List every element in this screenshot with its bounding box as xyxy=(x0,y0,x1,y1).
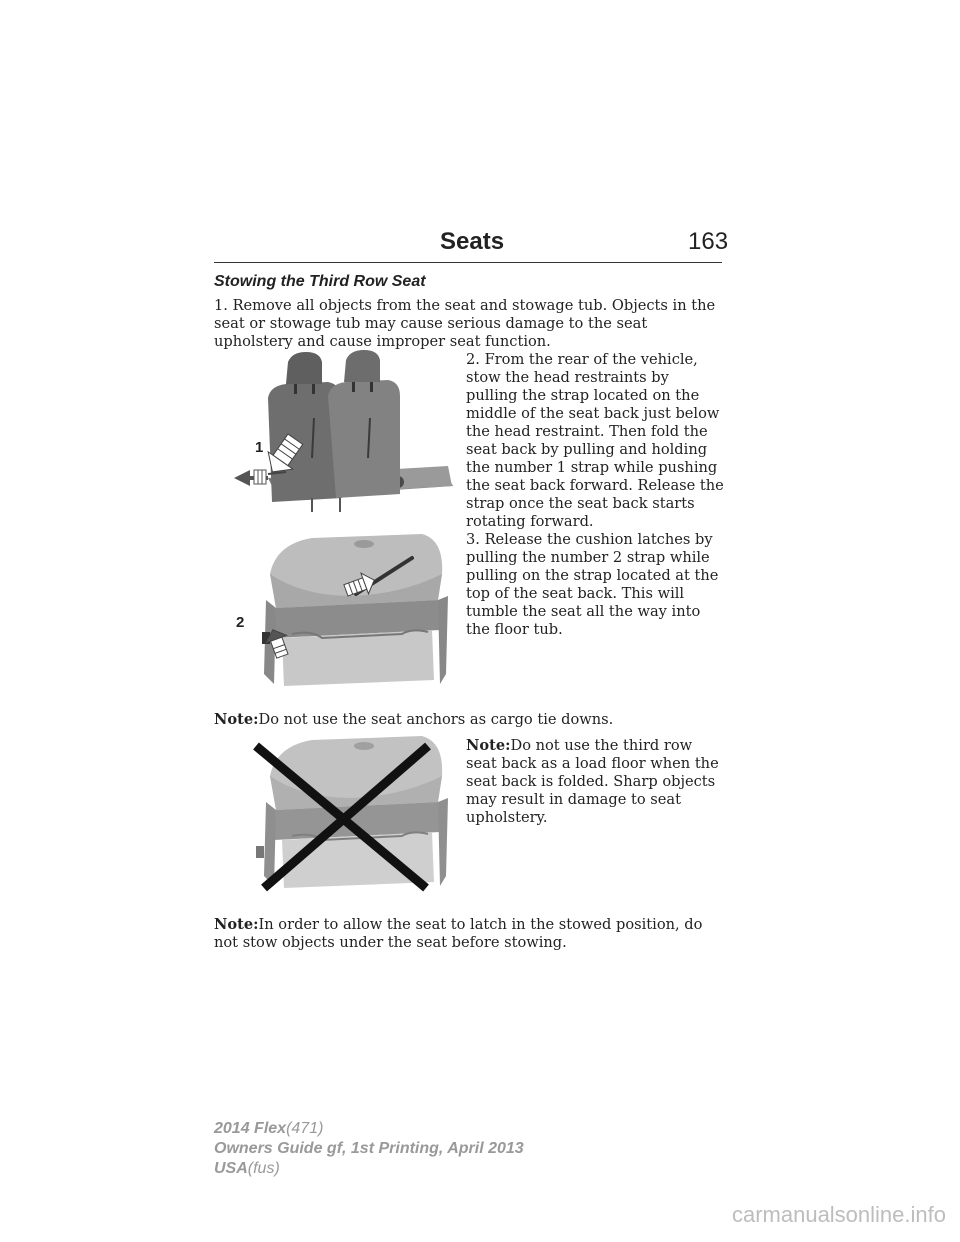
footer-model-name: 2014 Flex xyxy=(214,1120,287,1137)
note-text: Do not use the seat anchors as cargo tie downs. xyxy=(258,711,614,728)
footer-market-name: USA xyxy=(214,1160,248,1177)
footer-market xyxy=(214,1160,280,1178)
note-load-floor xyxy=(466,737,724,827)
note-seat-anchors xyxy=(214,711,724,729)
section-title: Seats xyxy=(440,228,505,255)
step-1-text: 1. Remove all objects from the seat and stowage tub. Objects in the seat or stowage tub may cause serious damage to the seat upholstery and cause improper seat function. xyxy=(214,297,716,350)
footer-guide: Owners Guide gf, 1st Printing, April 2013 xyxy=(214,1140,524,1157)
note-label: Note: xyxy=(214,916,259,933)
footer-model-code: (471) xyxy=(286,1120,324,1137)
note-label: Note: xyxy=(214,711,259,728)
footer-market-code: (fus) xyxy=(247,1160,280,1177)
step-2-text: 2. From the rear of the vehicle, stow the head restraints by pulling the strap located on the middle of the seat back just below the head restraint. Then fold the seat back by pulling and holding the number 1 strap while pushing the seat back forward. Release the strap once the seat back starts rotating forward. xyxy=(466,351,724,530)
figure-no-load-floor xyxy=(252,736,452,892)
note-text: In order to allow the seat to latch in the stowed position, do not stow objects under the seat before stowing. xyxy=(214,916,703,951)
footer-model xyxy=(214,1120,323,1138)
step-3-text: 3. Release the cushion latches by pulling the number 2 strap while pulling on the strap located at the top of the seat back. This will tumble the seat all the way into the floor tub. xyxy=(466,531,719,638)
note-label: Note: xyxy=(466,737,511,754)
note-text: Do not use the third row seat back as a load floor when the seat back is folded. Sharp objects may result in damage to seat upholstery. xyxy=(466,737,719,826)
figure-1-callout: 1 xyxy=(255,439,264,456)
figure-cushion-release xyxy=(252,534,452,688)
figure-2-callout: 2 xyxy=(236,614,245,631)
section-heading: Stowing the Third Row Seat xyxy=(214,273,426,290)
watermark: carmanualsonline.info xyxy=(731,1202,946,1227)
page-number: 163 xyxy=(688,228,729,255)
note-stowed-position xyxy=(214,916,724,952)
figure-seat-back-fold xyxy=(228,348,460,514)
header-divider xyxy=(214,262,722,263)
